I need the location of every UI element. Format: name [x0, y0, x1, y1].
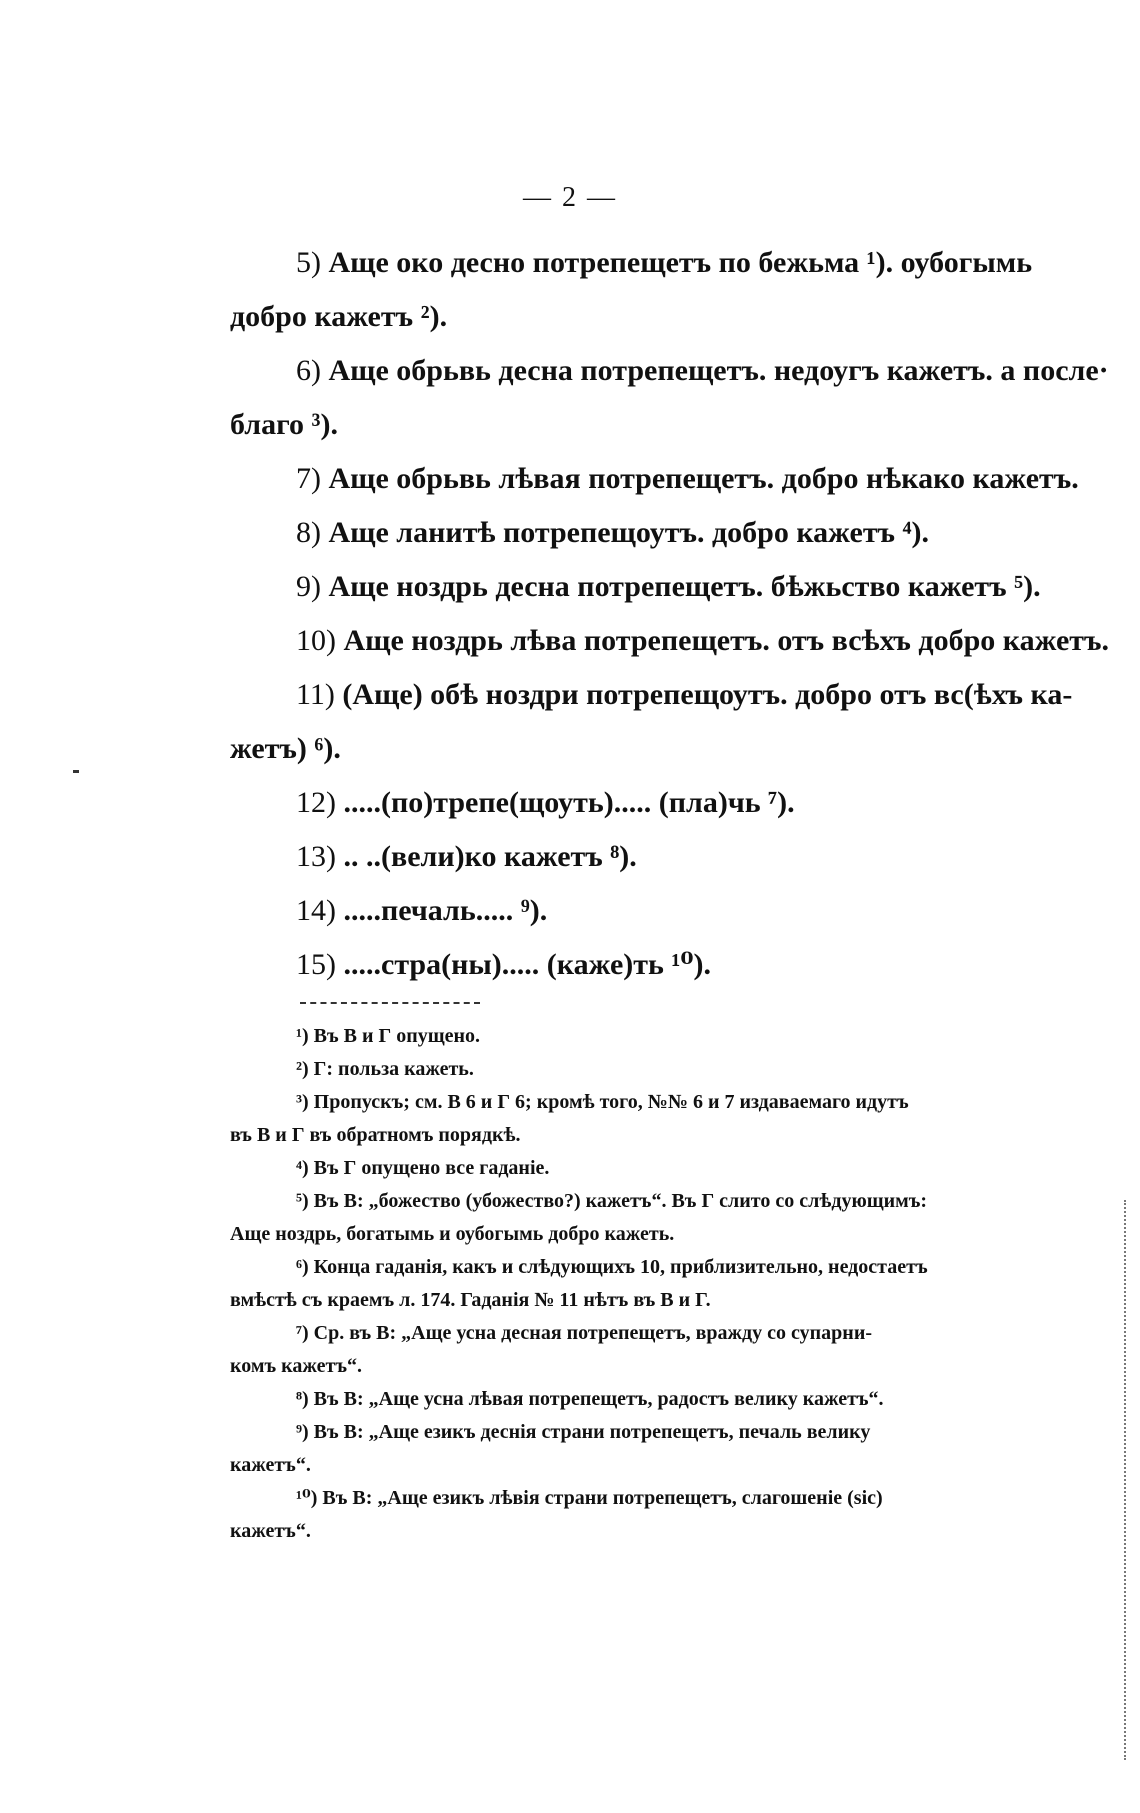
entry-item	[230, 344, 1109, 452]
entry-first-line	[230, 452, 1079, 506]
entry-text: .....печаль..... ⁹).	[343, 894, 548, 927]
entry-first-line	[230, 884, 1020, 938]
entry-first-line	[230, 236, 1033, 290]
entry-text: Аще ланитѣ потрепещоутъ. добро кажетъ ⁴).	[328, 516, 930, 549]
entry-number: 5)	[296, 246, 321, 279]
entry-text: Аще обрьвь десна потрепещетъ. недоугъ кажетъ. а после·	[328, 354, 1109, 387]
footnote-text: Ср. въ В: „Аще усна десная потрепещетъ, вражду со супарни-	[313, 1322, 872, 1344]
entry-first-line	[230, 776, 1020, 830]
footnote-mark: ³)	[296, 1091, 309, 1113]
entry-text: Аще око десно потрепещетъ по бежьма ¹). оубогымь	[328, 246, 1033, 279]
footnote	[230, 1416, 1010, 1482]
entry-continuation: добро кажетъ ²).	[230, 300, 448, 333]
entry-item	[230, 668, 1073, 776]
footnote-text: Въ В: „Аще усна лѣвая потрепещетъ, радостъ велику кажетъ“.	[313, 1388, 884, 1410]
entry-item	[230, 560, 1041, 614]
footnote-first-line	[230, 1251, 1010, 1284]
footnote-continuation: кажетъ“.	[230, 1520, 311, 1542]
footnote-separator	[300, 1002, 480, 1006]
entry-number: 10)	[296, 624, 336, 657]
entry-text: Аще ноздрь лѣва потрепещетъ. отъ всѣхъ добро кажетъ.	[343, 624, 1109, 657]
footnote	[230, 1317, 1010, 1383]
footnote-continuation: комъ кажетъ“.	[230, 1355, 362, 1377]
entry-number: 15)	[296, 948, 336, 981]
entry-item	[230, 830, 1020, 884]
footnote-first-line	[230, 1053, 1010, 1086]
margin-mark	[73, 770, 79, 773]
entry-item	[230, 938, 1020, 992]
entry-number: 12)	[296, 786, 336, 819]
entry-item	[230, 884, 1020, 938]
entry-number: 8)	[296, 516, 321, 549]
footnote-first-line	[230, 1020, 1010, 1053]
entry-text: (Аще) обѣ ноздри потрепещоутъ. добро отъ вс(ѣхъ ка-	[342, 678, 1073, 711]
footnote-text: Г: польза кажеть.	[313, 1058, 474, 1080]
entry-first-line	[230, 830, 1020, 884]
entry-number: 7)	[296, 462, 321, 495]
footnote-mark: ⁴)	[296, 1157, 309, 1179]
entry-item	[230, 236, 1033, 344]
footnote	[230, 1053, 1010, 1086]
entry-text: .....стра(ны)..... (каже)ть ¹⁰).	[343, 948, 711, 981]
footnote-text: Пропускъ; см. В 6 и Г 6; кромѣ того, №№ 6 и 7 издаваемаго идутъ	[313, 1091, 909, 1113]
footnote-continuation: въ В и Г въ обратномъ порядкѣ.	[230, 1124, 521, 1146]
footnote-first-line	[230, 1383, 1010, 1416]
footnote-mark: ⁵)	[296, 1190, 309, 1212]
entry-continuation: жетъ) ⁶).	[230, 732, 341, 765]
footnote-text: Въ В и Г опущено.	[313, 1025, 481, 1047]
footnote-continuation: кажетъ“.	[230, 1454, 311, 1476]
footnote	[230, 1152, 1010, 1185]
footnote-text: Въ В: „Аще езикъ деснія страни потрепещетъ, печаль велику	[313, 1421, 871, 1443]
footnote-text: Въ Г опущено все гаданіе.	[313, 1157, 550, 1179]
footnote	[230, 1185, 1010, 1251]
entry-text: .. ..(вели)ко кажетъ ⁸).	[343, 840, 637, 873]
footnote-first-line	[230, 1416, 1010, 1449]
footnote	[230, 1020, 1010, 1053]
entry-number: 13)	[296, 840, 336, 873]
entry-number: 9)	[296, 570, 321, 603]
entry-first-line	[230, 614, 1109, 668]
entry-text: Аще обрьвь лѣвая потрепещетъ. добро нѣкако кажетъ.	[328, 462, 1079, 495]
entry-number: 11)	[296, 678, 335, 711]
footnote-first-line	[230, 1482, 1010, 1515]
footnote-continuation: вмѣстѣ съ краемъ л. 174. Гаданія № 11 нѣтъ въ В и Г.	[230, 1289, 711, 1311]
scan-edge-marks	[1124, 1200, 1130, 1760]
footnote	[230, 1251, 1010, 1317]
entry-number: 6)	[296, 354, 321, 387]
footnote	[230, 1482, 1010, 1548]
entry-text: Аще ноздрь десна потрепещетъ. бѣжьство кажетъ ⁵).	[328, 570, 1041, 603]
entry-first-line	[230, 938, 1020, 992]
footnote-text: Въ В: „божество (убожество?) кажетъ“. Въ Г слито со слѣдующимъ:	[313, 1190, 928, 1212]
entry-first-line	[230, 344, 1109, 398]
entry-item	[230, 614, 1109, 668]
footnote	[230, 1086, 1010, 1152]
footnote-mark: ⁷)	[296, 1322, 309, 1344]
divination-entries	[230, 236, 1109, 992]
footnote-mark: ¹)	[296, 1025, 309, 1047]
entry-item	[230, 776, 1020, 830]
footnote-text: Въ В: „Аще езикъ лѣвія страни потрепещетъ, слагошеніе (sic)	[322, 1487, 883, 1509]
entry-number: 14)	[296, 894, 336, 927]
entry-continuation: благо ³).	[230, 408, 338, 441]
entry-first-line	[230, 560, 1041, 614]
footnote-mark: ²)	[296, 1058, 309, 1080]
footnote-mark: ⁶)	[296, 1256, 309, 1278]
footnote	[230, 1383, 1010, 1416]
entry-item	[230, 506, 1020, 560]
entry-first-line	[230, 506, 1020, 560]
entry-text: .....(по)трепе(щоуть)..... (пла)чь ⁷).	[343, 786, 795, 819]
footnote-first-line	[230, 1152, 1010, 1185]
footnote-mark: ⁸)	[296, 1388, 309, 1410]
entry-first-line	[230, 668, 1073, 722]
footnote-continuation: Аще ноздрь, богатымь и оубогымь добро кажеть.	[230, 1223, 675, 1245]
entry-item	[230, 452, 1079, 506]
footnote-first-line	[230, 1317, 1010, 1350]
footnote-first-line	[230, 1086, 1010, 1119]
footnote-mark: ⁹)	[296, 1421, 309, 1443]
footnote-text: Конца гаданія, какъ и слѣдующихъ 10, приблизительно, недостаетъ	[313, 1256, 928, 1278]
footnotes	[230, 1020, 1010, 1548]
page-number: — 2 —	[523, 182, 617, 213]
footnote-mark: ¹⁰)	[296, 1487, 318, 1509]
footnote-first-line	[230, 1185, 1010, 1218]
